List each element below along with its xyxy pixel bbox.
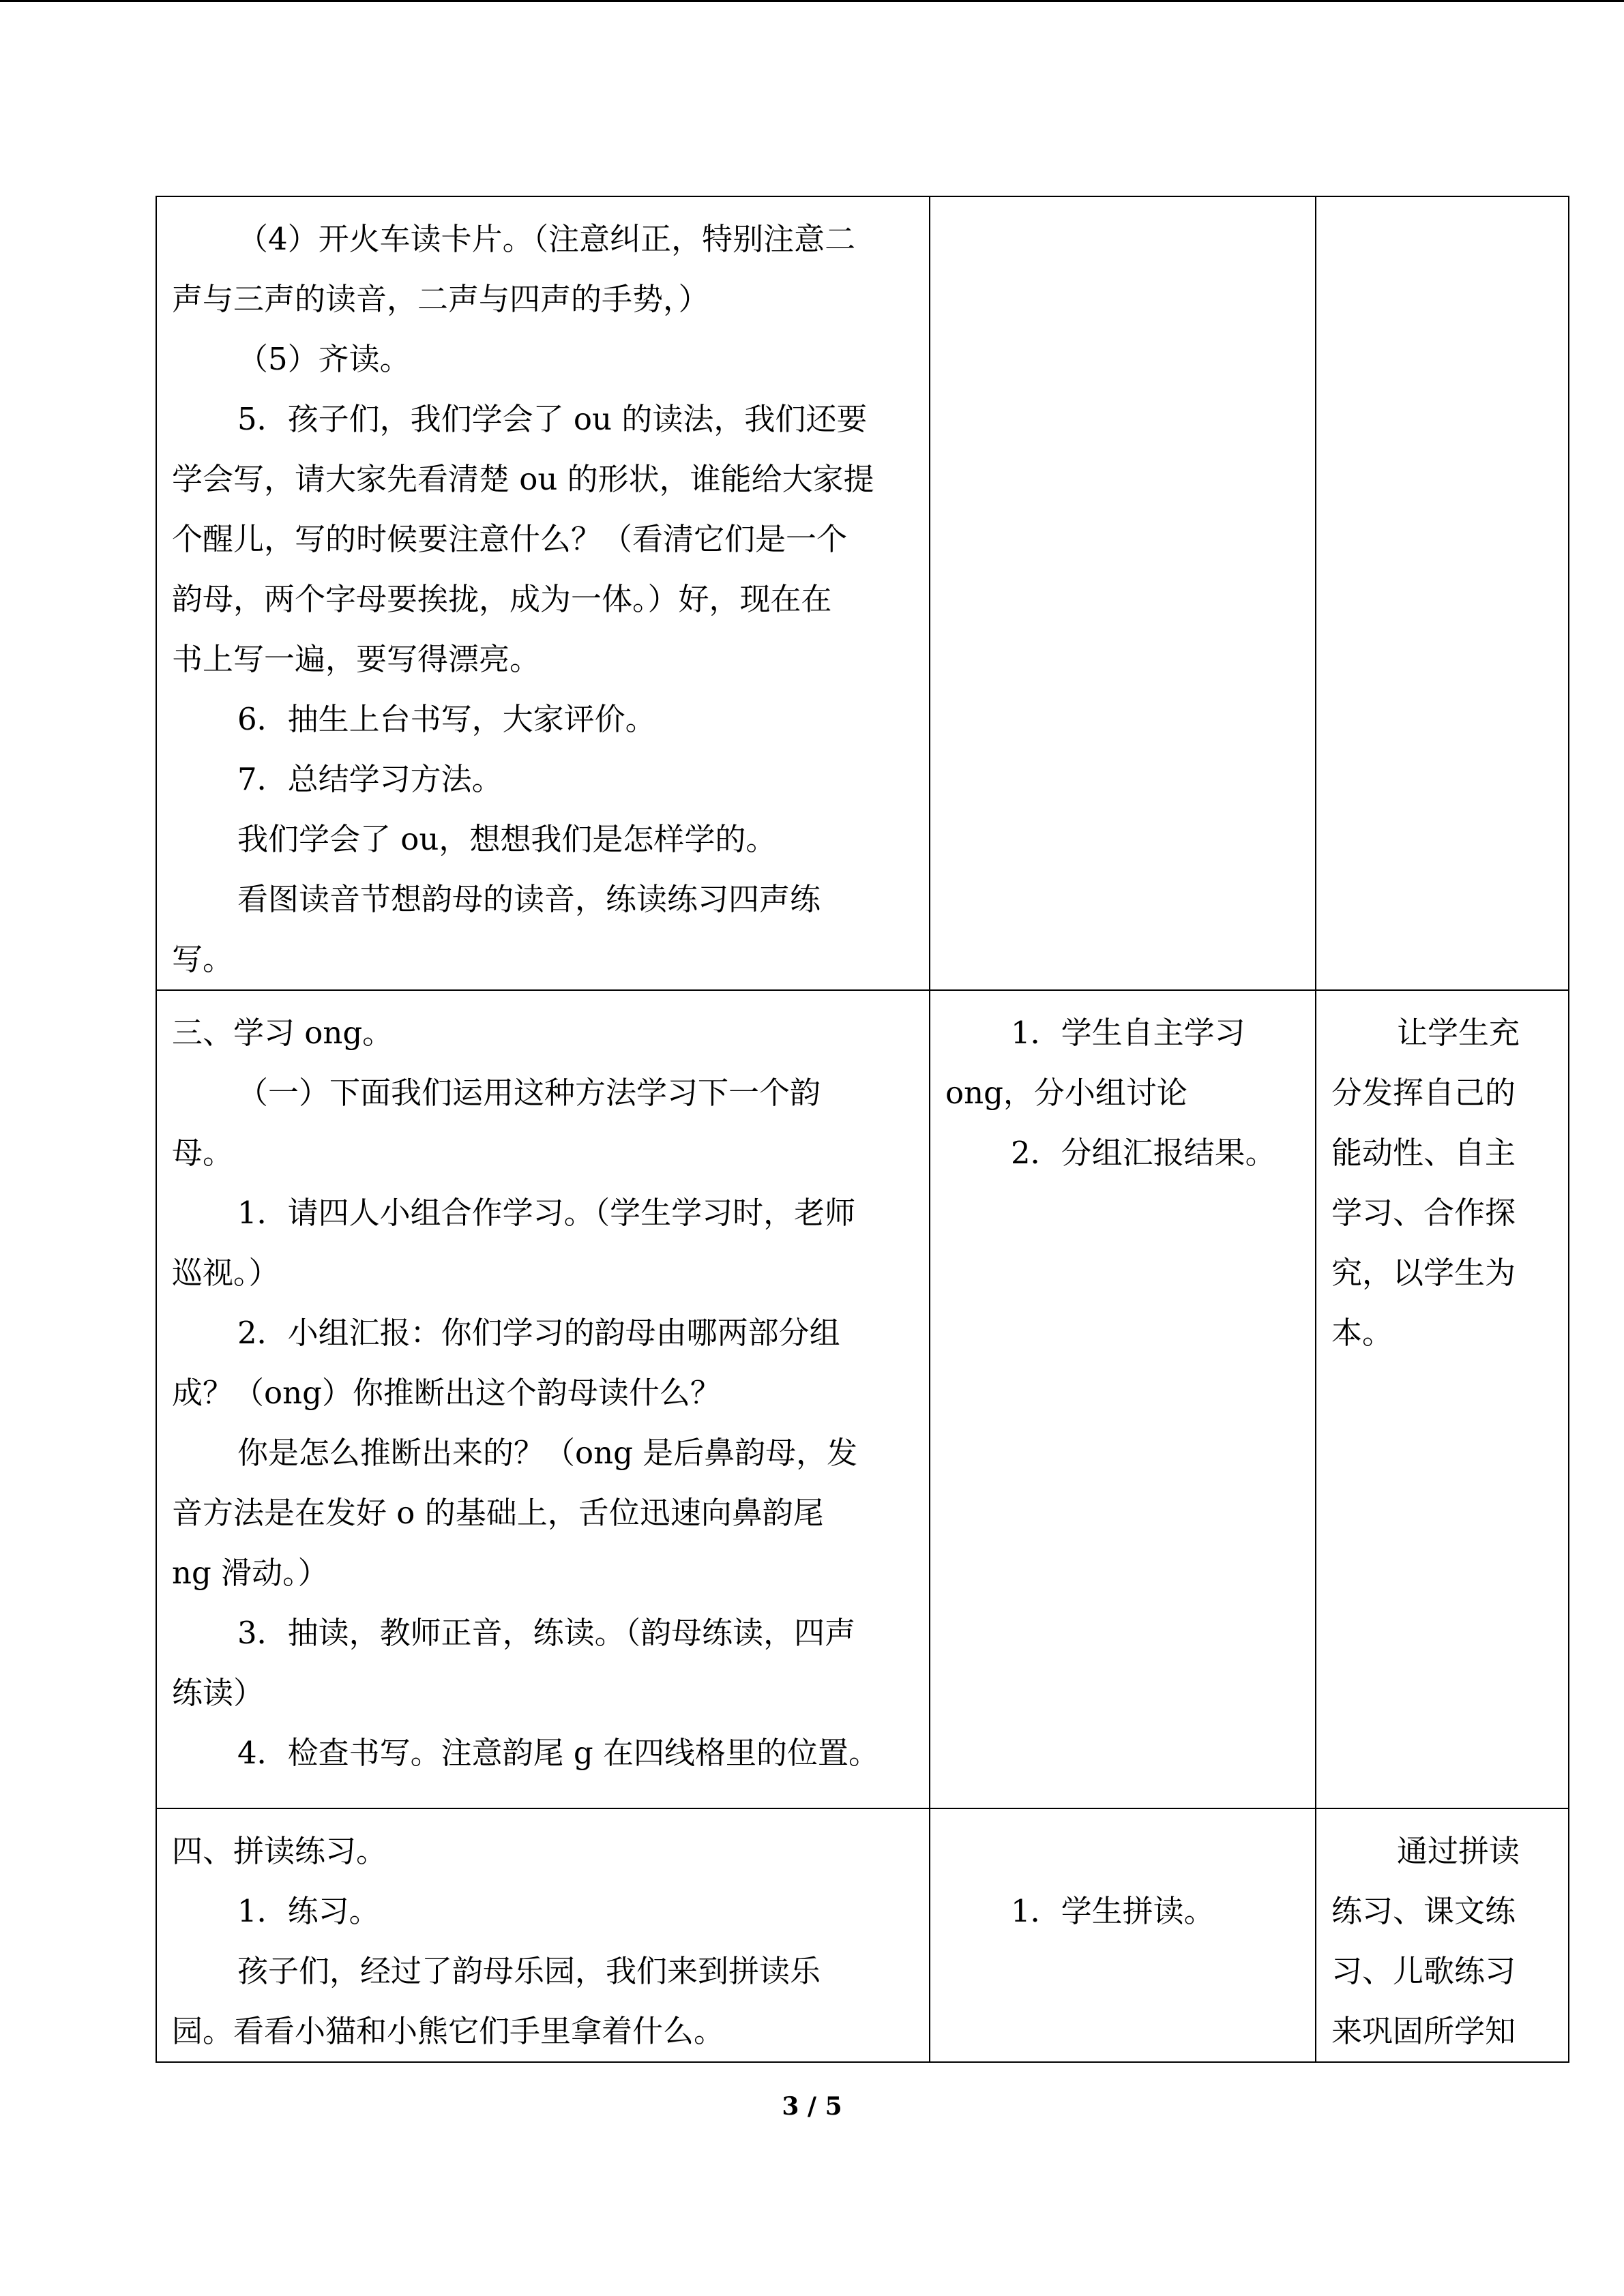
text-line: 巡视。） <box>172 1255 280 1291</box>
text-line: 孩子们，经过了韵母乐园，我们来到拼读乐 <box>237 1953 821 1989</box>
student-activity-cell <box>930 1808 1316 2062</box>
text-line: 练习、课文练 <box>1331 1893 1516 1929</box>
text-line: 1．练习。 <box>237 1893 380 1929</box>
text-line: 来巩固所学知 <box>1331 2013 1516 2049</box>
text-line: 2．分组汇报结果。 <box>1011 1135 1276 1171</box>
text-line: 让学生充 <box>1397 1015 1520 1051</box>
lesson-plan-table <box>156 196 1569 2063</box>
text-line: （4）开火车读卡片。（注意纠正，特别注意二 <box>237 221 856 257</box>
table-row <box>156 990 1569 1808</box>
process-cell <box>156 1808 930 2062</box>
text-line: 4．检查书写。注意韵尾 g 在四线格里的位置。 <box>237 1735 880 1771</box>
text-line: 5．孩子们，我们学会了 ou 的读法，我们还要 <box>237 401 868 437</box>
text-line: 1．请四人小组合作学习。（学生学习时，老师 <box>237 1195 856 1231</box>
text-line: 四、拼读练习。 <box>172 1833 387 1869</box>
text-line: 园。看看小猫和小熊它们手里拿着什么。 <box>172 2013 725 2049</box>
text-line: ng 滑动。） <box>172 1555 329 1591</box>
text-line: 1．学生拼读。 <box>1011 1893 1215 1929</box>
design-intent-cell <box>1316 990 1569 1808</box>
text-line: 学习、合作探 <box>1331 1195 1516 1231</box>
text-line: 个醒儿，写的时候要注意什么？（看清它们是一个 <box>172 521 848 557</box>
text-line: 练读） <box>172 1675 265 1711</box>
text-line <box>945 1821 1300 1881</box>
process-cell <box>156 990 930 1808</box>
text-line: 分发挥自己的 <box>1331 1075 1516 1111</box>
table-row <box>156 1808 1569 2062</box>
text-line: 声与三声的读音，二声与四声的手势，） <box>172 281 709 317</box>
process-cell <box>156 196 930 990</box>
text-line: 1．学生自主学习 <box>1011 1015 1245 1051</box>
text-line: 本。 <box>1331 1315 1393 1351</box>
text-line: 通过拼读 <box>1397 1833 1520 1869</box>
table-row <box>156 196 1569 990</box>
text-line: 书上写一遍，要写得漂亮。 <box>172 641 541 677</box>
text-line: 看图读音节想韵母的读音，练读练习四声练 <box>237 881 821 917</box>
design-intent-cell <box>1316 196 1569 990</box>
text-line: 韵母，两个字母要挨拢，成为一体。）好，现在在 <box>172 581 832 617</box>
student-activity-cell <box>930 990 1316 1808</box>
text-line: 学会写，请大家先看清楚 ou 的形状，谁能给大家提 <box>172 461 874 497</box>
text-line: 习、儿歌练习 <box>1331 1953 1516 1989</box>
top-border-line <box>0 0 1624 2</box>
text-line: 2．小组汇报：你们学习的韵母由哪两部分组 <box>237 1315 840 1351</box>
text-line: 写。 <box>172 941 234 977</box>
text-line: 成？（ong）你推断出这个韵母读什么？ <box>172 1375 721 1411</box>
text-line: 究，以学生为 <box>1331 1255 1516 1291</box>
text-line: 3．抽读，教师正音，练读。（韵母练读，四声 <box>237 1615 856 1651</box>
text-line: 音方法是在发好 o 的基础上，舌位迅速向鼻韵尾 <box>172 1495 824 1531</box>
text-line: 三、学习 ong。 <box>172 1015 394 1051</box>
page-number: 3 / 5 <box>782 2092 842 2121</box>
text-line: 你是怎么推断出来的？（ong 是后鼻韵母，发 <box>237 1435 858 1471</box>
text-line: 7．总结学习方法。 <box>237 761 503 797</box>
text-line: ong，分小组讨论 <box>945 1075 1187 1111</box>
text-line: 能动性、自主 <box>1331 1135 1516 1171</box>
text-line: 6．抽生上台书写，大家评价。 <box>237 701 656 737</box>
text-line: 母。 <box>172 1135 234 1171</box>
text-line: （一）下面我们运用这种方法学习下一个韵 <box>237 1075 821 1111</box>
student-activity-cell <box>930 196 1316 990</box>
text-line: 我们学会了 ou，想想我们是怎样学的。 <box>237 821 777 857</box>
design-intent-cell <box>1316 1808 1569 2062</box>
text-line: （5）齐读。 <box>237 341 411 377</box>
